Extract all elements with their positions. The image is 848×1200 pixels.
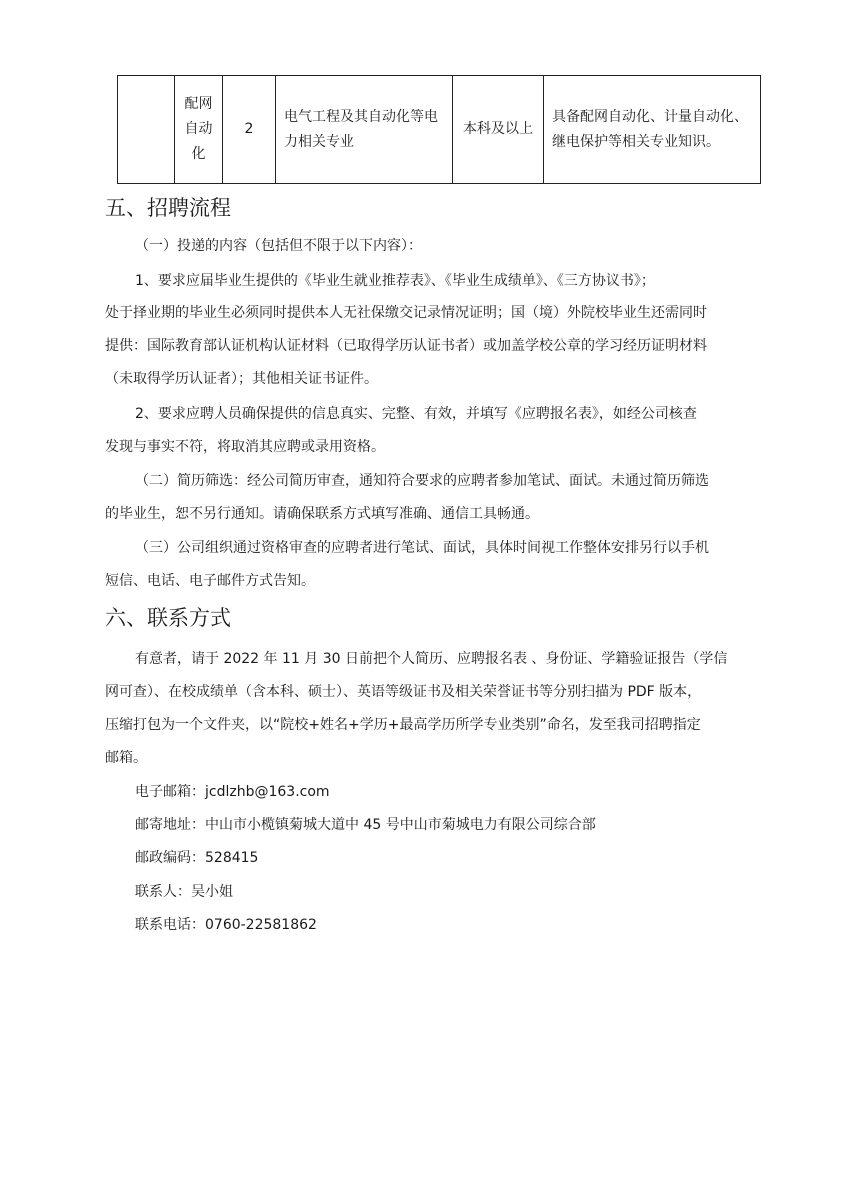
section6-para-line1: 有意者，请于 2022 年 11 月 30 日前把个人简历、应聘报名表 、身份证、学籍验证报告（学信 — [135, 651, 728, 667]
section6-heading: 六、联系方式 — [105, 606, 231, 630]
table-cell-education: 本科及以上 — [453, 76, 544, 184]
section6-para-line4: 邮箱。 — [105, 750, 147, 766]
section5-item2-line2: 发现与事实不符，将取消其应聘或录用资格。 — [105, 439, 385, 455]
section6-para-line3: 压缩打包为一个文件夹，以“院校+姓名+学历+最高学历所学专业类别”命名，发至我司招聘指定 — [105, 717, 701, 733]
section5-sub3-line2: 短信、电话、电子邮件方式告知。 — [105, 573, 315, 589]
section5-sub3-line1: （三）公司组织通过资格审查的应聘者进行笔试、面试，具体时间视工作整体安排另行以手机 — [135, 540, 709, 556]
section5-sub2-line2: 的毕业生，恕不另行通知。请确保联系方式填写准确、通信工具畅通。 — [105, 506, 539, 522]
contact-email: 电子邮箱：jcdlzhb@163.com — [135, 784, 330, 800]
section5-item1-line2: 处于择业期的毕业生必须同时提供本人无社保缴交记录情况证明；国（境）外院校毕业生还需同时 — [105, 305, 707, 321]
contact-postcode: 邮政编码：528415 — [135, 850, 259, 866]
table-cell-count: 2 — [223, 76, 276, 184]
section5-item2-line1: 2、要求应聘人员确保提供的信息真实、完整、有效，并填写《应聘报名表》，如经公司核查 — [135, 406, 697, 422]
section5-item1-line3: 提供：国际教育部认证机构认证材料（已取得学历认证书者）或加盖学校公章的学习经历证明材料 — [105, 338, 707, 354]
section5-item1-line4: （未取得学历认证者）；其他相关证书证件。 — [105, 371, 378, 387]
job-table — [117, 75, 761, 184]
section6-para-line2: 网可查）、在校成绩单（含本科、硕士）、英语等级证书及相关荣誉证书等分别扫描为 PDF 版本， — [105, 684, 702, 700]
table-cell-requirements: 具备配网自动化、计量自动化、继电保护等相关专业知识。 — [544, 76, 761, 184]
contact-address: 邮寄地址：中山市小榄镇菊城大道中 45 号中山市菊城电力有限公司综合部 — [135, 817, 596, 833]
contact-person: 联系人：吴小姐 — [135, 884, 233, 900]
section5-item1-line1: 1、要求应届毕业生提供的《毕业生就业推荐表》、《毕业生成绩单》、《三方协议书》； — [135, 273, 655, 289]
table-cell-position: 配网自动化 — [175, 76, 223, 184]
table-row — [118, 76, 761, 184]
section5-sub1-title: （一）投递的内容（包括但不限于以下内容）： — [135, 238, 422, 254]
section5-sub2-line1: （二）简历筛选：经公司简历审查，通知符合要求的应聘者参加笔试、面试。未通过简历筛选 — [135, 473, 709, 489]
table-cell-empty — [118, 76, 175, 184]
section5-heading: 五、招聘流程 — [105, 196, 231, 220]
table-cell-major: 电气工程及其自动化等电力相关专业 — [276, 76, 453, 184]
contact-phone: 联系电话：0760-22581862 — [135, 917, 317, 933]
